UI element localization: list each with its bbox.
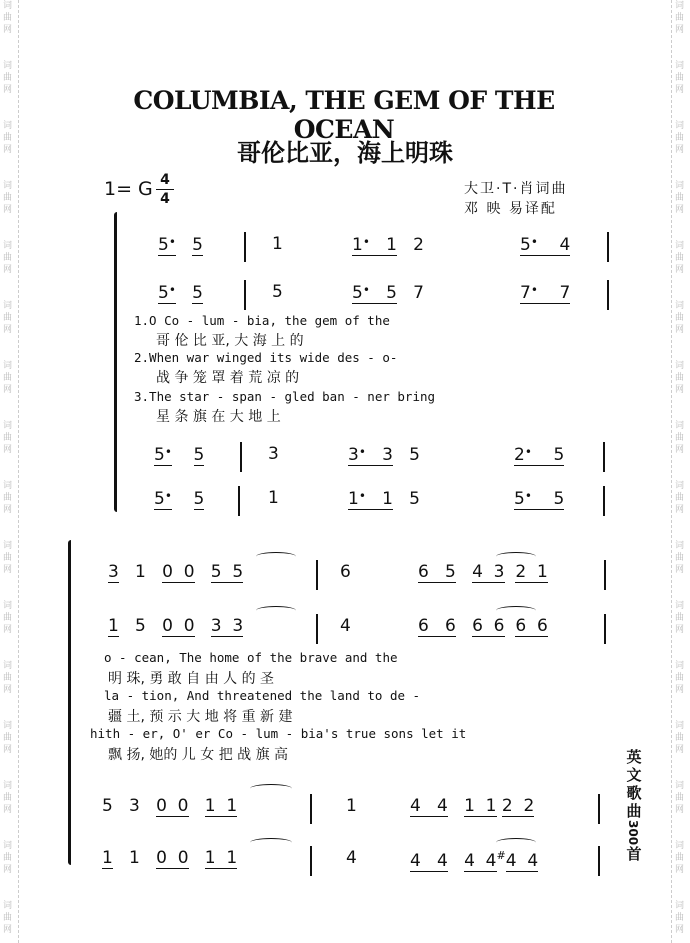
watermark-char: 网 bbox=[3, 325, 13, 335]
credit-lyricist-composer: 大卫·T·肖词曲 bbox=[464, 181, 568, 197]
watermark-char: 网 bbox=[3, 385, 13, 395]
right-edge-watermark bbox=[671, 0, 690, 943]
watermark-char: 词 bbox=[675, 1, 685, 11]
watermark-char: 曲 bbox=[675, 73, 685, 83]
watermark-char: 网 bbox=[675, 745, 685, 755]
note-group: 1• 1 2 bbox=[352, 235, 424, 255]
watermark-char: 曲 bbox=[3, 13, 13, 23]
lyric-line-en-2: 2.When war winged its wide des - o- bbox=[134, 350, 398, 365]
watermark-char: 词 bbox=[675, 901, 685, 911]
watermark-char: 网 bbox=[3, 265, 13, 275]
watermark-char: 曲 bbox=[675, 493, 685, 503]
watermark-char: 曲 bbox=[675, 553, 685, 563]
lyric-line-zh-1: 哥 伦 比 亚, 大 海 上 的 bbox=[156, 333, 304, 349]
watermark-char: 网 bbox=[675, 265, 685, 275]
watermark-char: 网 bbox=[675, 865, 685, 875]
note-group: 5 bbox=[272, 282, 283, 302]
watermark-char: 曲 bbox=[3, 733, 13, 743]
note-group: 5• 5 bbox=[158, 235, 203, 255]
watermark-char: 网 bbox=[3, 865, 13, 875]
watermark-char: 网 bbox=[3, 445, 13, 455]
barline bbox=[240, 442, 242, 472]
watermark-char: 词 bbox=[3, 61, 13, 71]
watermark-char: 曲 bbox=[675, 193, 685, 203]
watermark-char: 网 bbox=[3, 85, 13, 95]
barline bbox=[238, 486, 240, 516]
barline bbox=[603, 486, 605, 516]
note-group: 5• 5 bbox=[154, 445, 205, 465]
note-group: 5• 5 bbox=[154, 489, 205, 509]
watermark-char: 曲 bbox=[3, 373, 13, 383]
lyric-line-zh-4: 明 珠, 勇 敢 自 由 人 的 圣 bbox=[108, 671, 275, 687]
watermark-char: 词 bbox=[3, 781, 13, 791]
watermark-char: 词 bbox=[675, 301, 685, 311]
watermark-char: 词 bbox=[3, 601, 13, 611]
system-brace-1 bbox=[114, 212, 117, 512]
watermark-char: 网 bbox=[3, 625, 13, 635]
watermark-char: 曲 bbox=[3, 193, 13, 203]
watermark-char: 词 bbox=[675, 601, 685, 611]
watermark-char: 曲 bbox=[3, 553, 13, 563]
note-group: 5• 5 bbox=[514, 489, 565, 509]
watermark-char: 网 bbox=[3, 925, 13, 935]
watermark-char: 网 bbox=[675, 385, 685, 395]
watermark-char: 词 bbox=[3, 841, 13, 851]
slur bbox=[496, 552, 536, 561]
watermark-char: 词 bbox=[675, 781, 685, 791]
note-group: 6 bbox=[340, 562, 351, 582]
watermark-char: 曲 bbox=[675, 253, 685, 263]
watermark-char: 网 bbox=[675, 205, 685, 215]
barline bbox=[310, 794, 312, 824]
watermark-char: 词 bbox=[3, 301, 13, 311]
watermark-char: 词 bbox=[3, 241, 13, 251]
note-group: 4 4 1 1 2 2 bbox=[410, 796, 535, 816]
barline bbox=[244, 280, 246, 310]
watermark-char: 词 bbox=[3, 721, 13, 731]
slur bbox=[250, 838, 292, 847]
note-group: 3• 3 5 bbox=[348, 445, 420, 465]
note-group: 4 4 4 4#4 4 bbox=[410, 849, 539, 871]
watermark-char: 词 bbox=[3, 541, 13, 551]
watermark-char: 词 bbox=[675, 721, 685, 731]
watermark-char: 曲 bbox=[3, 73, 13, 83]
note-group: 5• 5 bbox=[158, 283, 203, 303]
time-signature: 4 4 bbox=[156, 172, 174, 207]
watermark-char: 曲 bbox=[3, 313, 13, 323]
barline bbox=[316, 614, 318, 644]
barline bbox=[607, 232, 609, 262]
watermark-char: 网 bbox=[3, 505, 13, 515]
barline bbox=[310, 846, 312, 876]
left-edge-watermark bbox=[0, 0, 19, 943]
watermark-char: 词 bbox=[675, 361, 685, 371]
lyric-line-zh-5: 疆 土, 预 示 大 地 将 重 新 建 bbox=[108, 709, 293, 725]
credit-translator: 邓 映 易译配 bbox=[464, 201, 557, 217]
note-group: 5• 4 bbox=[520, 235, 571, 255]
barline bbox=[598, 846, 600, 876]
watermark-char: 曲 bbox=[3, 613, 13, 623]
watermark-char: 网 bbox=[3, 205, 13, 215]
watermark-char: 词 bbox=[675, 841, 685, 851]
lyric-line-en-3: 3.The star - span - gled ban - ner bring bbox=[134, 389, 436, 404]
watermark-char: 曲 bbox=[675, 913, 685, 923]
watermark-char: 曲 bbox=[3, 253, 13, 263]
slur bbox=[496, 838, 536, 847]
note-group: 1 5 0 0 3 3 bbox=[108, 616, 244, 636]
barline bbox=[244, 232, 246, 262]
key-signature: 1= G bbox=[104, 178, 153, 200]
lyric-line-en-5: la - tion, And threatened the land to de - bbox=[104, 688, 421, 703]
watermark-char: 网 bbox=[3, 805, 13, 815]
watermark-char: 曲 bbox=[675, 133, 685, 143]
song-title: COLUMBIA, THE GEM OF THE OCEAN bbox=[133, 86, 555, 144]
watermark-char: 曲 bbox=[675, 433, 685, 443]
barline bbox=[603, 442, 605, 472]
watermark-char: 词 bbox=[675, 481, 685, 491]
watermark-char: 曲 bbox=[675, 733, 685, 743]
note-group: 6 5 4 3 2 1 bbox=[418, 562, 548, 582]
watermark-char: 网 bbox=[675, 85, 685, 95]
watermark-char: 网 bbox=[675, 565, 685, 575]
watermark-char: 曲 bbox=[3, 133, 13, 143]
note-group: 2• 5 bbox=[514, 445, 565, 465]
barline bbox=[604, 560, 606, 590]
watermark-char: 曲 bbox=[675, 373, 685, 383]
song-subtitle: 哥伦比亚，海上明珠 bbox=[237, 139, 453, 167]
note-group: 4 bbox=[346, 848, 357, 868]
watermark-char: 网 bbox=[675, 25, 685, 35]
note-group: 1 bbox=[268, 488, 279, 508]
watermark-char: 曲 bbox=[675, 313, 685, 323]
watermark-char: 词 bbox=[675, 181, 685, 191]
slur bbox=[496, 606, 536, 615]
watermark-char: 词 bbox=[3, 661, 13, 671]
note-group: 1 bbox=[346, 796, 357, 816]
lyric-line-zh-2: 战 争 笼 罩 着 荒 凉 的 bbox=[156, 370, 300, 386]
watermark-char: 曲 bbox=[675, 673, 685, 683]
lyric-line-en-6: hith - er, O' er Co - lum - bia's true sons let it bbox=[90, 726, 467, 741]
lyric-line-zh-3: 星 条 旗 在 大 地 上 bbox=[156, 409, 281, 425]
lyric-line-en-1: 1.O Co - lum - bia, the gem of the bbox=[134, 313, 390, 328]
watermark-char: 曲 bbox=[3, 913, 13, 923]
slur bbox=[256, 552, 296, 561]
note-group: 5• 5 7 bbox=[352, 283, 424, 303]
system-brace-2 bbox=[68, 540, 71, 865]
watermark-char: 曲 bbox=[3, 673, 13, 683]
watermark-char: 词 bbox=[3, 421, 13, 431]
watermark-char: 曲 bbox=[675, 793, 685, 803]
watermark-char: 网 bbox=[675, 145, 685, 155]
watermark-char: 词 bbox=[3, 1, 13, 11]
watermark-char: 词 bbox=[3, 361, 13, 371]
watermark-char: 网 bbox=[675, 325, 685, 335]
note-group: 3 1 0 0 5 5 bbox=[108, 562, 244, 582]
watermark-char: 曲 bbox=[3, 853, 13, 863]
watermark-char: 曲 bbox=[675, 13, 685, 23]
watermark-char: 网 bbox=[675, 505, 685, 515]
slur bbox=[256, 606, 296, 615]
watermark-char: 网 bbox=[3, 25, 13, 35]
watermark-char: 网 bbox=[675, 805, 685, 815]
lyric-line-en-4: o - cean, The home of the brave and the bbox=[104, 650, 398, 665]
barline bbox=[607, 280, 609, 310]
watermark-char: 网 bbox=[675, 925, 685, 935]
barline bbox=[598, 794, 600, 824]
watermark-char: 网 bbox=[675, 685, 685, 695]
watermark-char: 曲 bbox=[675, 613, 685, 623]
watermark-char: 网 bbox=[3, 745, 13, 755]
watermark-char: 曲 bbox=[3, 433, 13, 443]
watermark-char: 曲 bbox=[3, 793, 13, 803]
watermark-char: 词 bbox=[675, 421, 685, 431]
note-group: 5 3 0 0 1 1 bbox=[102, 796, 238, 816]
watermark-char: 词 bbox=[675, 121, 685, 131]
watermark-char: 网 bbox=[675, 625, 685, 635]
watermark-char: 曲 bbox=[3, 493, 13, 503]
watermark-char: 网 bbox=[675, 445, 685, 455]
note-group: 3 bbox=[268, 444, 279, 464]
watermark-char: 网 bbox=[3, 565, 13, 575]
watermark-char: 词 bbox=[3, 481, 13, 491]
watermark-char: 词 bbox=[675, 541, 685, 551]
watermark-char: 词 bbox=[3, 181, 13, 191]
watermark-char: 曲 bbox=[675, 853, 685, 863]
barline bbox=[316, 560, 318, 590]
note-group: 1 bbox=[272, 234, 283, 254]
note-group: 7• 7 bbox=[520, 283, 571, 303]
watermark-char: 词 bbox=[3, 121, 13, 131]
watermark-char: 词 bbox=[675, 61, 685, 71]
watermark-char: 网 bbox=[3, 685, 13, 695]
barline bbox=[604, 614, 606, 644]
watermark-char: 词 bbox=[675, 661, 685, 671]
book-side-label: 英 文 歌 曲 300 首 bbox=[626, 748, 642, 864]
watermark-char: 词 bbox=[3, 901, 13, 911]
note-group: 1 1 0 0 1 1 bbox=[102, 848, 238, 868]
note-group: 1• 1 5 bbox=[348, 489, 420, 509]
watermark-char: 词 bbox=[675, 241, 685, 251]
lyric-line-zh-6: 飘 扬, 她的 儿 女 把 战 旗 高 bbox=[108, 747, 289, 763]
note-group: 6 6 6 6 6 6 bbox=[418, 616, 548, 636]
note-group: 4 bbox=[340, 616, 351, 636]
watermark-char: 网 bbox=[3, 145, 13, 155]
slur bbox=[250, 784, 292, 793]
